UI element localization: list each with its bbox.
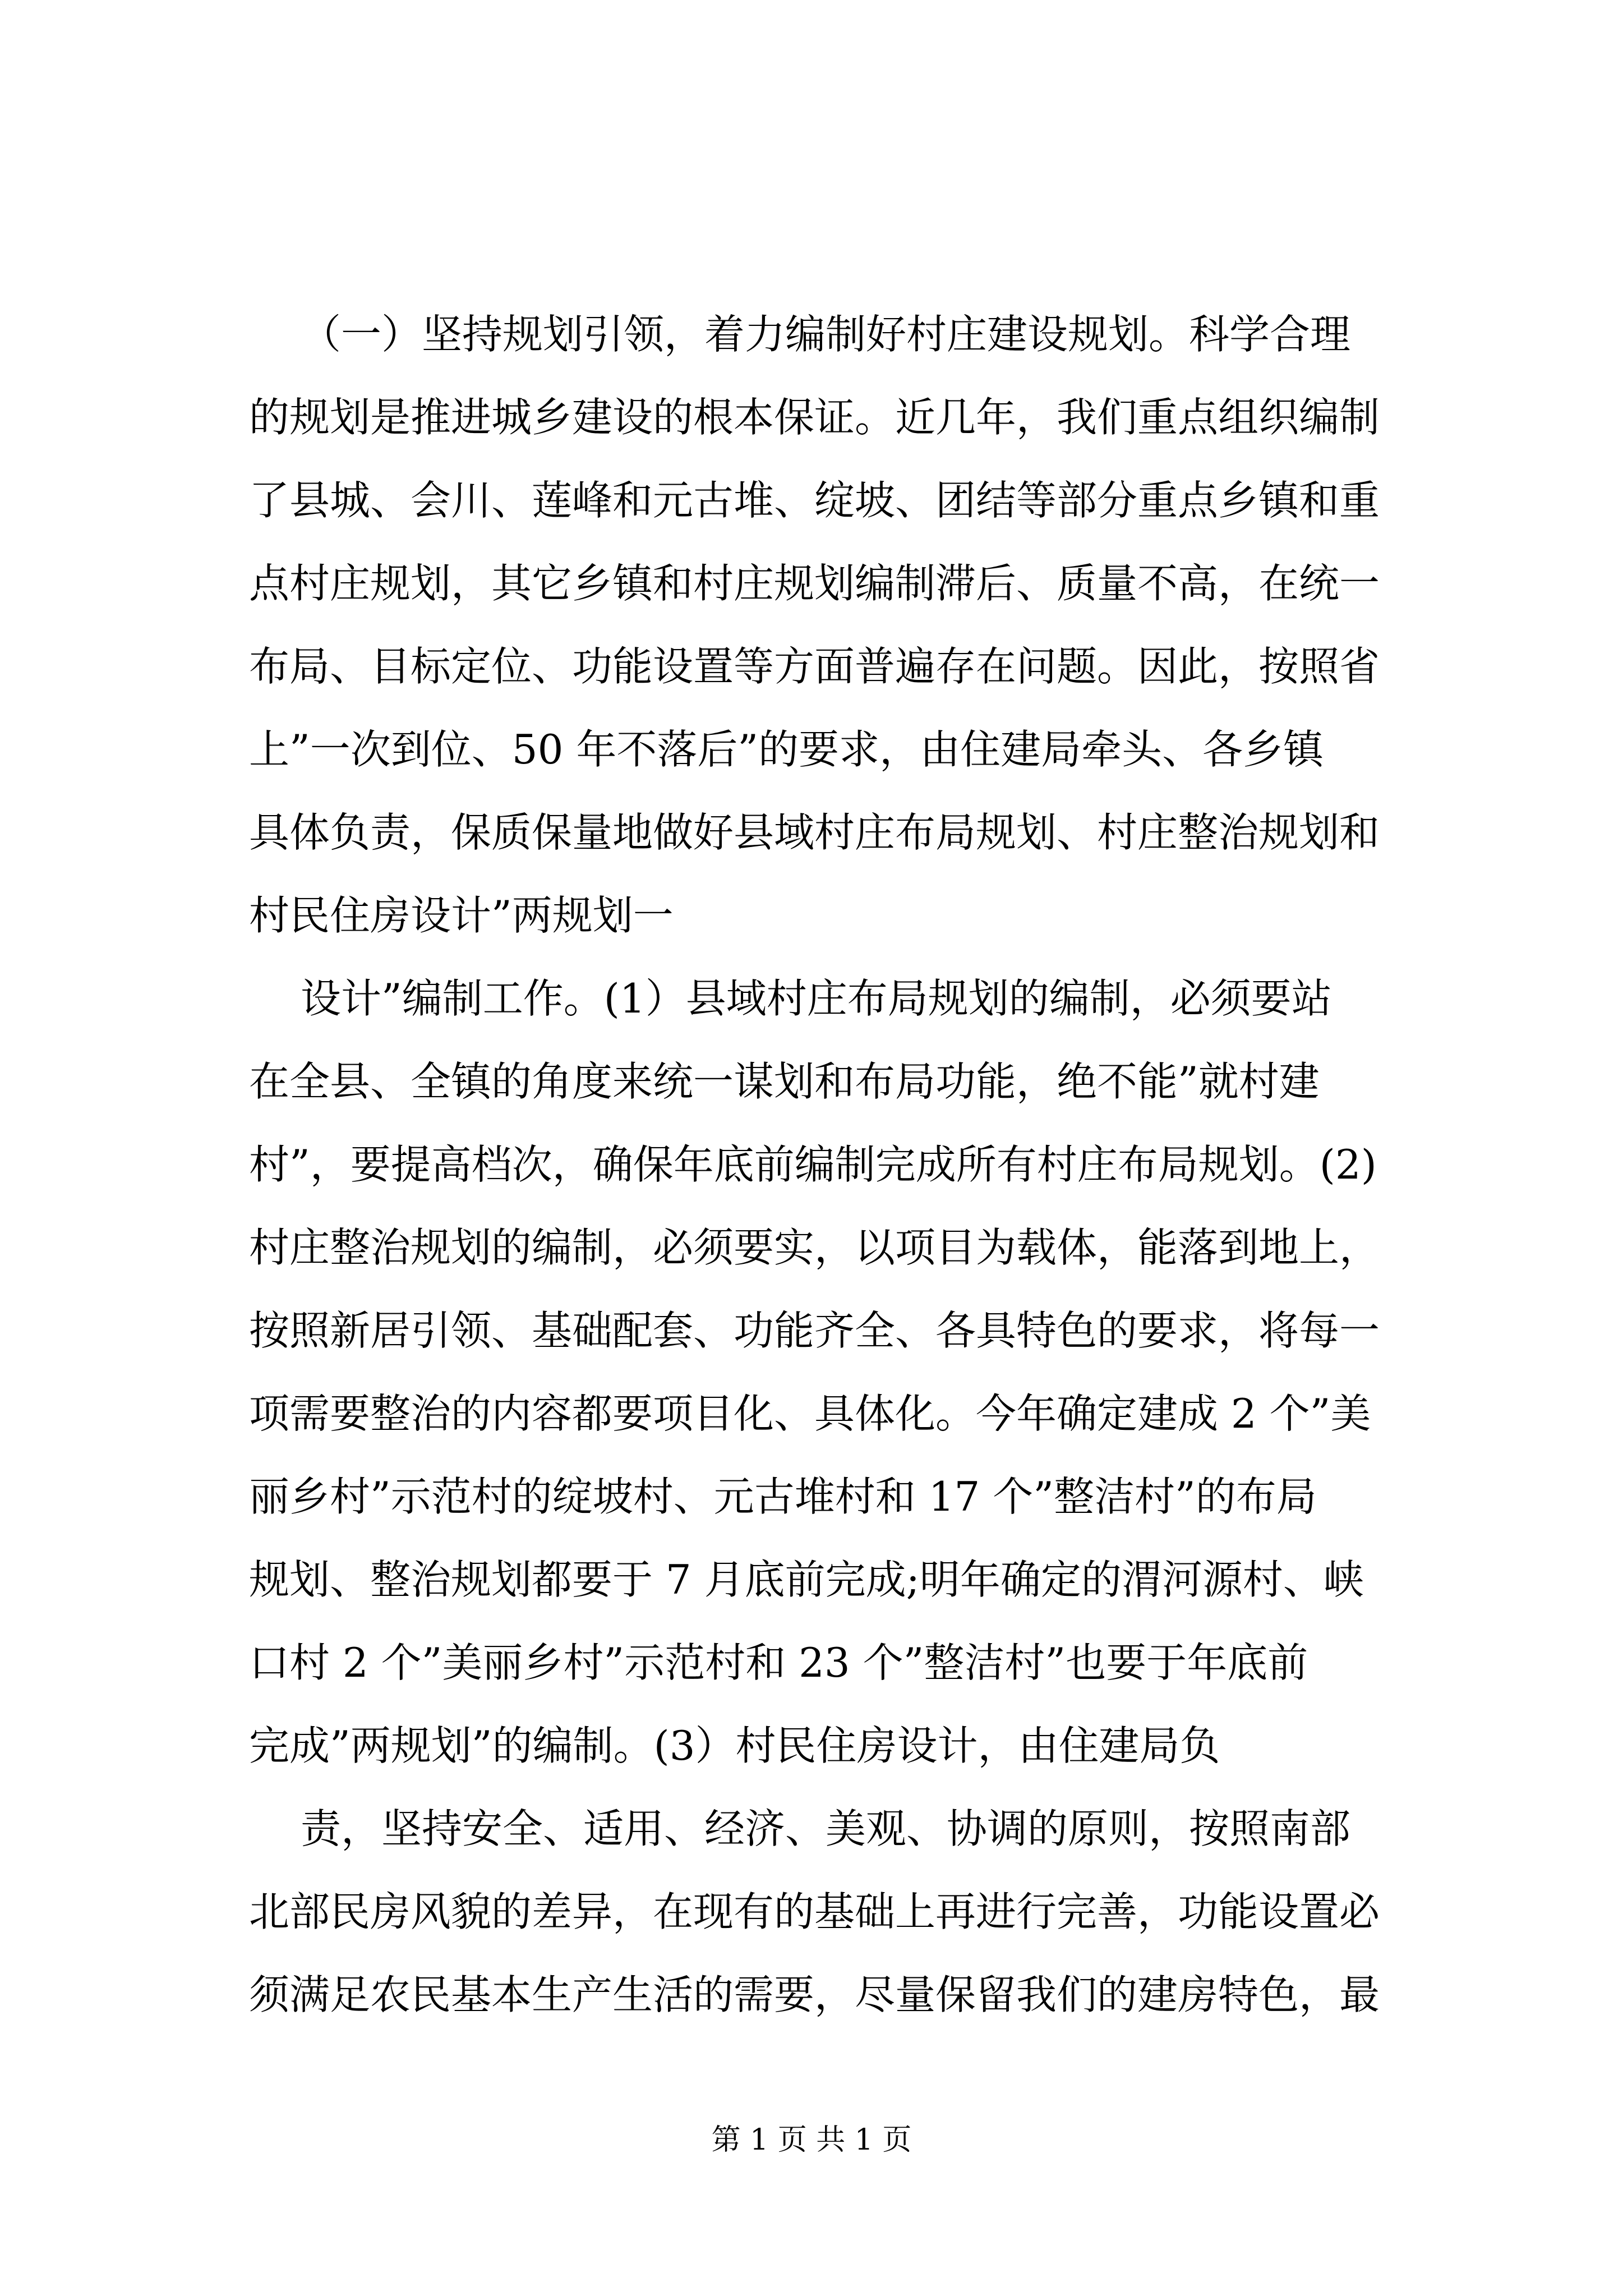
paragraph-1-line-6: 上”一次到位、50 年不落后”的要求，由住建局牵头、各乡镇 xyxy=(249,726,1324,773)
paragraph-2-line-10: 完成”两规划”的编制。(3）村民住房设计，由住建局负 xyxy=(249,1722,1220,1769)
paragraph-3-line-2: 北部民房风貌的差异，在现有的基础上再进行完善，功能设置必 xyxy=(249,1888,1380,1935)
page-footer: 第 1 页 共 1 页 xyxy=(711,2123,912,2157)
paragraph-1-line-8: 村民住房设计”两规划一 xyxy=(249,892,674,939)
paragraph-3-line-1: 责，坚持安全、适用、经济、美观、协调的原则，按照南部 xyxy=(301,1805,1351,1852)
paragraph-3-line-3: 须满足农民基本生产生活的需要，尽量保留我们的建房特色，最 xyxy=(249,1971,1380,2018)
paragraph-2-line-6: 项需要整治的内容都要项目化、具体化。今年确定建成 2 个”美 xyxy=(249,1390,1371,1437)
paragraph-2-line-8: 规划、整治规划都要于 7 月底前完成;明年确定的渭河源村、峡 xyxy=(249,1556,1364,1603)
paragraph-2-line-3: 村”，要提高档次，确保年底前编制完成所有村庄布局规划。(2) xyxy=(249,1141,1377,1188)
paragraph-2-line-7: 丽乡村”示范村的绽坡村、元古堆村和 17 个”整洁村”的布局 xyxy=(249,1473,1317,1520)
paragraph-2-line-4: 村庄整治规划的编制，必须要实，以项目为载体，能落到地上， xyxy=(249,1224,1380,1271)
paragraph-1-line-5: 布局、目标定位、功能设置等方面普遍存在问题。因此，按照省 xyxy=(249,643,1380,690)
paragraph-2-line-1: 设计”编制工作。(1）县域村庄布局规划的编制，必须要站 xyxy=(301,975,1332,1022)
paragraph-1-line-7: 具体负责，保质保量地做好县域村庄布局规划、村庄整治规划和 xyxy=(249,809,1380,856)
paragraph-1-line-2: 的规划是推进城乡建设的根本保证。近几年，我们重点组织编制 xyxy=(249,394,1380,441)
paragraph-2-line-5: 按照新居引领、基础配套、功能齐全、各具特色的要求，将每一 xyxy=(249,1307,1380,1354)
paragraph-1-line-4: 点村庄规划，其它乡镇和村庄规划编制滞后、质量不高，在统一 xyxy=(249,560,1380,607)
paragraph-1-line-1: （一）坚持规划引领，着力编制好村庄建设规划。科学合理 xyxy=(301,311,1351,358)
paragraph-2-line-2: 在全县、全镇的角度来统一谋划和布局功能，绝不能”就村建 xyxy=(249,1058,1320,1105)
paragraph-2-line-9: 口村 2 个”美丽乡村”示范村和 23 个”整洁村”也要于年底前 xyxy=(249,1639,1308,1686)
paragraph-1-line-3: 了县城、会川、莲峰和元古堆、绽坡、团结等部分重点乡镇和重 xyxy=(249,477,1380,524)
